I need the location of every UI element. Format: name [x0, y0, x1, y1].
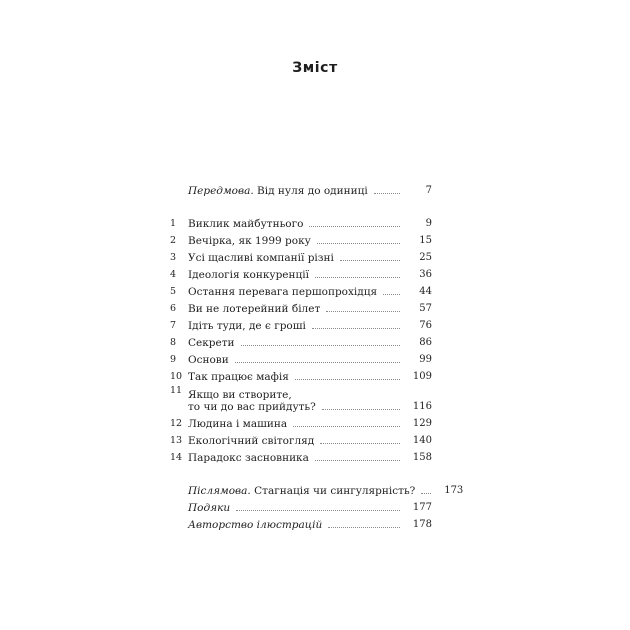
chapter-title: Ідеологія конкуренції [188, 269, 309, 281]
leader-dots [241, 344, 400, 346]
chapter-title: Усі щасливі компанії різні [188, 252, 334, 264]
toc-entry[interactable] [170, 383, 432, 413]
chapter-title: Парадокс засновника [188, 452, 309, 464]
chapter-number: 12 [170, 418, 183, 429]
leader-dots [421, 492, 431, 494]
entry-label: Стагнація чи сингулярність? [250, 485, 416, 497]
chapter-title: Ідіть туди, де є гроші [188, 320, 306, 332]
page-number: 116 [412, 401, 432, 412]
toc-entry-illustration-credits[interactable] [170, 514, 432, 531]
page-number: 9 [425, 218, 432, 229]
page-number: 7 [425, 185, 432, 196]
chapter-number: 10 [170, 371, 183, 382]
chapter-number: 13 [170, 435, 183, 446]
toc-entry[interactable] [170, 447, 432, 464]
chapter-title: Остання перевага першопрохідця [188, 286, 378, 298]
chapter-title: Ви не лотерейний білет [188, 303, 321, 315]
page-number: 25 [419, 252, 432, 263]
page-number: 57 [419, 303, 432, 314]
toc-entry[interactable] [170, 413, 432, 430]
page-number: 109 [412, 371, 432, 382]
chapter-title: Так працює мафія [188, 371, 289, 383]
chapter-title: Людина і машина [188, 418, 288, 430]
leader-dots [309, 225, 400, 227]
page-number: 76 [419, 320, 432, 331]
chapter-title-line2: то чи до вас прийдуть? [188, 401, 316, 413]
page-number: 129 [412, 418, 432, 429]
leader-dots [312, 327, 400, 329]
leader-dots [328, 526, 400, 528]
entry-label-italic: Передмова. [188, 185, 254, 197]
toc-entry-afterword[interactable] [170, 480, 464, 497]
chapter-number: 3 [170, 252, 177, 263]
toc-entry[interactable] [170, 430, 432, 447]
entry-label-italic: Подяки [188, 502, 231, 514]
toc-entry[interactable] [170, 349, 432, 366]
chapter-number: 7 [170, 320, 177, 331]
toc-entry-preface[interactable] [170, 180, 432, 197]
page-number: 15 [419, 235, 432, 246]
leader-dots [293, 425, 400, 427]
leader-dots [317, 242, 400, 244]
chapter-number: 8 [170, 337, 177, 348]
chapter-number: 11 [170, 385, 183, 396]
chapter-number: 6 [170, 303, 177, 314]
leader-dots [236, 509, 400, 511]
page-title: Зміст [292, 60, 338, 76]
chapter-title: Основи [188, 354, 229, 366]
page-number: 140 [412, 435, 432, 446]
page-number: 44 [419, 286, 432, 297]
toc-entry[interactable] [170, 366, 432, 383]
table-of-contents [170, 180, 464, 531]
leader-dots [315, 459, 400, 461]
chapter-number: 5 [170, 286, 177, 297]
chapter-title: Екологічний світогляд [188, 435, 315, 447]
chapter-title-line1: Якщо ви створите, [188, 389, 292, 401]
toc-entry-acknowledgments[interactable] [170, 497, 432, 514]
leader-dots [315, 276, 400, 278]
page-number: 178 [412, 519, 432, 530]
chapter-title: Вечірка, як 1999 року [188, 235, 311, 247]
page-number: 158 [412, 452, 432, 463]
entry-label: Від нуля до одиниці [253, 185, 368, 197]
chapter-number: 4 [170, 269, 177, 280]
chapter-title: Секрети [188, 337, 235, 349]
entry-label-italic: Післямова. [188, 485, 251, 497]
toc-entry[interactable] [170, 213, 432, 230]
toc-entry[interactable] [170, 264, 432, 281]
page-number: 86 [419, 337, 432, 348]
chapter-number: 2 [170, 235, 177, 246]
leader-dots [295, 378, 400, 380]
leader-dots [235, 361, 400, 363]
leader-dots [340, 259, 400, 261]
toc-entry[interactable] [170, 298, 432, 315]
toc-entry[interactable] [170, 332, 432, 349]
toc-entry[interactable] [170, 247, 432, 264]
leader-dots [374, 192, 400, 194]
chapter-number: 14 [170, 452, 183, 463]
page-number: 173 [444, 485, 464, 496]
chapter-title: Виклик майбутнього [188, 218, 304, 230]
entry-label-italic: Авторство ілюстрацій [188, 519, 323, 531]
leader-dots [322, 408, 400, 410]
page-number: 99 [419, 354, 432, 365]
page-number: 36 [419, 269, 432, 280]
chapter-number: 1 [170, 218, 177, 229]
leader-dots [320, 442, 400, 444]
page-number: 177 [412, 502, 432, 513]
toc-entry[interactable] [170, 230, 432, 247]
toc-entry[interactable] [170, 281, 432, 298]
chapter-number: 9 [170, 354, 177, 365]
leader-dots [326, 310, 400, 312]
toc-entry[interactable] [170, 315, 432, 332]
leader-dots [383, 293, 400, 295]
